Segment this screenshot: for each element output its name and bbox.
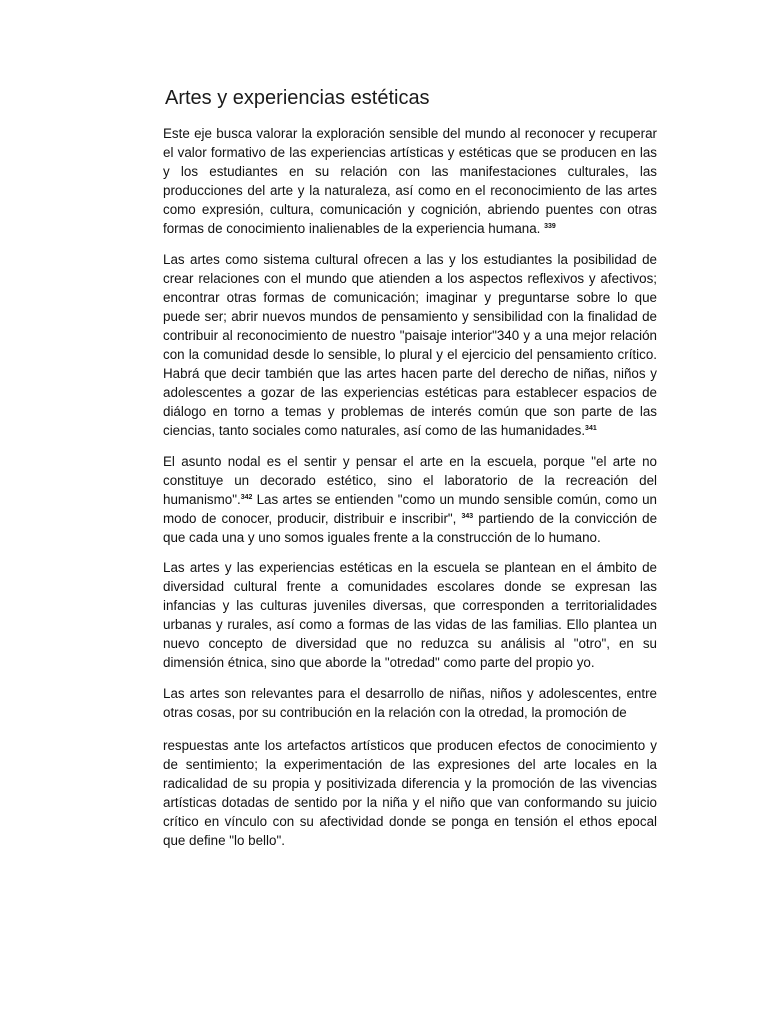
paragraph-text: Las artes se entienden "como un mundo sensible común, como un modo de conocer, producir, distribuir e inscribir", <box>163 491 657 526</box>
paragraph-4 <box>163 558 657 673</box>
paragraph-2 <box>163 250 657 441</box>
paragraph-text: Las artes son relevantes para el desarrollo de niñas, niños y adolescentes, entre otras cosas, por su contribución en la relación con la otredad, la promoción de <box>163 685 657 720</box>
footnote-ref: 343 <box>461 512 474 520</box>
paragraph-text: Este eje busca valorar la exploración sensible del mundo al reconocer y recuperar el valor formativo de las experiencias artísticas y estéticas que se producen en las y los estudiantes en su relación con las manifestaciones culturales, las producciones del arte y la naturaleza, así como en el reconocimiento de las artes como expresión, cultura, comunicación y cognición, abriendo puentes con otras formas de conocimiento inalienables de la experiencia humana. <box>163 126 657 237</box>
paragraph-5 <box>163 684 657 722</box>
paragraph-text: partiendo de la convicción de que cada una y uno somos iguales frente a la construcción de lo humano. <box>163 510 658 545</box>
paragraph-text: Las artes como sistema cultural ofrecen a las y los estudiantes la posibilidad de crear relaciones con el mundo que atienden a los aspectos reflexivos y afectivos; encontrar otras formas de comunicación; imaginar y preguntarse sobre lo que puede ser; abrir nuevos mundos de pensamiento y sensibilidad con la finalidad de contribuir al reconocimiento de nuestro "paisaje interior"340 y a una mejor relación con la comunidad desde lo sensible, lo plural y el ejercicio del pensamiento crítico. Habrá que decir también que las artes hacen parte del derecho de niñas, niños y adolescentes a gozar de las experiencias estéticas para establecer espacios de diálogo en torno a temas y problemas de interés común que son parte de las ciencias, tanto sociales como naturales, así como de las humanidades. <box>163 251 657 439</box>
footnote-ref: 342 <box>240 493 253 501</box>
paragraph-6 <box>163 736 657 851</box>
paragraph-text: El asunto nodal es el sentir y pensar el arte en la escuela, porque "el arte no constituye un decorado estético, sino el laboratorio de la recreación del humanismo". <box>163 453 657 507</box>
section-title: Artes y experiencias estéticas <box>165 87 430 109</box>
paragraph-text: respuestas ante los artefactos artísticos que producen efectos de conocimiento y de sentimiento; la experimentación de las expresiones del arte locales en la radicalidad de su propia y positivizada diferencia y la promoción de las vivencias artísticas dotadas de sentido por la niña y el niño que van conformando su juicio crítico en vínculo con su afectividad donde se ponga en tensión el ethos epocal que define "lo bello". <box>163 737 657 849</box>
footnote-ref: 341 <box>585 425 597 433</box>
paragraph-1 <box>163 124 657 239</box>
footnote-ref: 339 <box>544 223 556 231</box>
document-body <box>163 84 657 861</box>
paragraph-3 <box>163 452 657 547</box>
paragraph-text: Las artes y las experiencias estéticas en la escuela se plantean en el ámbito de diversidad cultural frente a comunidades escolares donde se expresan las infancias y las culturas juveniles diversas, que corresponden a territorialidades urbanas y rurales, así como a formas de las vidas de las familias. Ello plantea un nuevo concepto de diversidad que no reduzca su análisis al "otro", en su dimensión étnica, sino que aborde la "otredad" como parte del propio yo. <box>163 559 657 671</box>
